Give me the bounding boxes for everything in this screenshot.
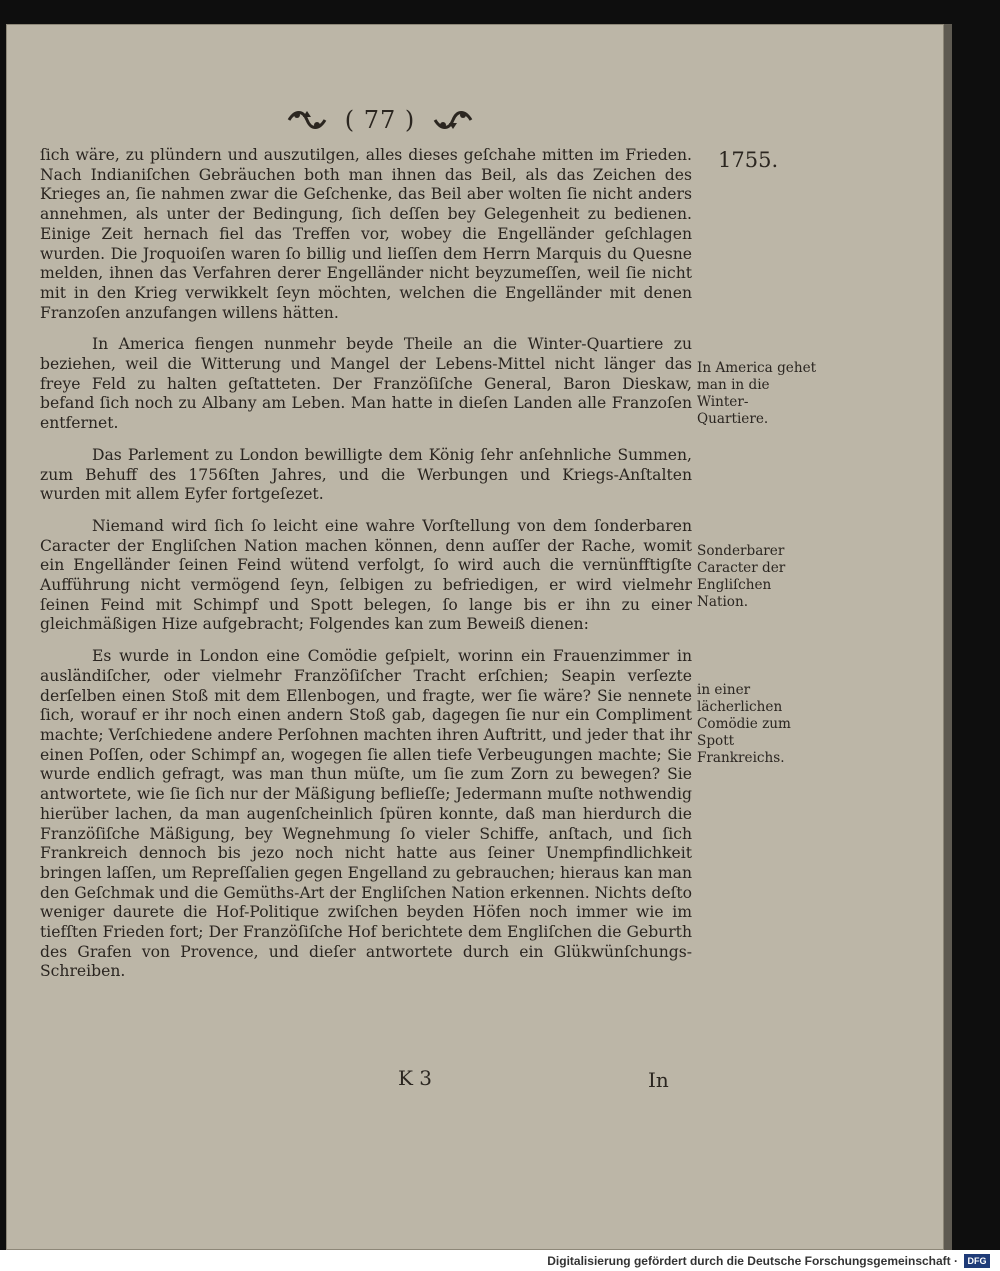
margin-note: in einer lächerlichen Comödie zum Spott Frankreichs.	[697, 682, 791, 766]
year-marginal: 1755.	[718, 148, 779, 172]
footer-bar	[0, 1250, 1000, 1271]
dfg-logo-icon: DFG	[964, 1254, 990, 1268]
right-ornament-icon	[431, 105, 475, 135]
signature-mark: K 3	[398, 1066, 433, 1090]
page-number: ( 77 )	[344, 106, 416, 134]
catchword: In	[648, 1068, 669, 1092]
paragraph: In America fiengen nunmehr beyde Theile an die Winter-Quartiere zu beziehen, weil die Witterung und Mangel der Lebens-Mittel nicht länger das freye Feld zu halten geſtatteten. Der Franzöſiſche General, Baron Dieskaw, befand ſich noch zu Albany am Leben. Man hatte in dieſen Landen alle Franzoſen entfernet.	[40, 335, 692, 433]
footer-credit: Digitalisierung gefördert durch die Deutsche Forschungsgemeinschaft ·	[547, 1253, 958, 1268]
margin-note: Sonderbarer Caracter der Engliſchen Nation.	[697, 543, 786, 610]
paragraph: Es wurde in London eine Comödie geſpielt, worinn ein Frauenzimmer in ausländiſcher, oder vielmehr Franzöſiſcher Tracht erſchien; Seapin verſezte derſelben einen Stoß mit dem Ellenbogen, und fragte, wer ſie wäre? Sie nennete ſich, worauf er ihr noch einen andern Stoß gab, dagegen ſie nur ein Compliment machte; Verſchiedene andere Perſohnen machten ihren Auftritt, und jeder that ihr einen Poſſen, oder Schimpf an, wogegen ſie allen tiefe Verbeugungen machte; Sie wurde endlich gefragt, was man thun müſte, um ſie zum Zorn zu bewegen? Sie antwortete, wie ſie ſich nur der Mäßigung beflieſſe; Jedermann muſte nothwendig hierüber lachen, da man augenſcheinlich ſpüren konnte, daß man hierdurch die Franzöſiſche Mäßigung, bey Wegnehmung ſo vieler Schiffe, anſtach, und ſich Frankreich dennoch bis jezo noch nicht hatte aus ſeiner Unempfindlichkeit bringen laſſen, um Repreſſalien gegen Engelland zu gebrauchen; hieraus kan man den Geſchmak und die Gemüths-Art der Engliſchen Nation erkennen. Nichts deſto weniger daurete die Hof-Politique zwiſchen beyden Höfen noch immer wie im tiefſten Frieden fort; Der Franzöſiſche Hof berichtete dem Engliſchen die Geburth des Grafen von Provence, und dieſer antwortete durch ein Glükwünſchungs-Schreiben.	[40, 647, 692, 981]
paragraph: Niemand wird ſich ſo leicht eine wahre Vorſtellung von dem ſonderbaren Caracter der Engliſchen Nation machen können, denn auſſer der Rache, womit ein Engelländer ſeinen Feind wütend verfolgt, ſo wird auch die vernünfftigſte Aufführung nicht vermögend ſeyn, ſelbigen zu befriedigen, er wird vielmehr ſeinen Feind mit Schimpf und Spott belegen, ſo lange bis er ihn zu einer gleichmäßigen Hize aufgebracht; Folgendes kan zum Beweiß dienen:	[40, 516, 692, 634]
margin-note: In America gehet man in die Winter-Quartiere.	[697, 360, 817, 427]
left-ornament-icon	[285, 105, 329, 135]
paragraph: Das Parlement zu London bewilligte dem König ſehr anſehnliche Summen, zum Behuff des 1756ſten Jahres, und die Werbungen und Kriegs-Anſtalten wurden mit allem Eyfer fortgeſezet.	[40, 445, 692, 504]
page-header	[270, 100, 490, 140]
paragraph: ſich wäre, zu plündern und auszutilgen, alles dieses geſchahe mitten im Frieden. Nach Indianiſchen Gebräuchen both man ihnen das Beil, als das Zeichen des Krieges an, ſie nahmen zwar die Geſchenke, das Beil aber wolten ſie nicht anders annehmen, als unter der Bedingung, ſich deſſen bey Gelegenheit zu bedienen. Einige Zeit hernach fiel das Treffen vor, wobey die Engelländer geſchlagen wurden. Die Jroquoiſen waren ſo billig und lieſſen dem Herrn Marquis du Quesne melden, ihnen das Verfahren derer Engelländer nicht beyzumeſſen, weil ſie nicht mit in den Krieg verwikkelt ſeyn möchten, welchen die Engelländer mit denen Franzoſen anzufangen willens hätten.	[40, 146, 692, 322]
main-text	[40, 146, 692, 994]
page-edge	[944, 24, 952, 1250]
